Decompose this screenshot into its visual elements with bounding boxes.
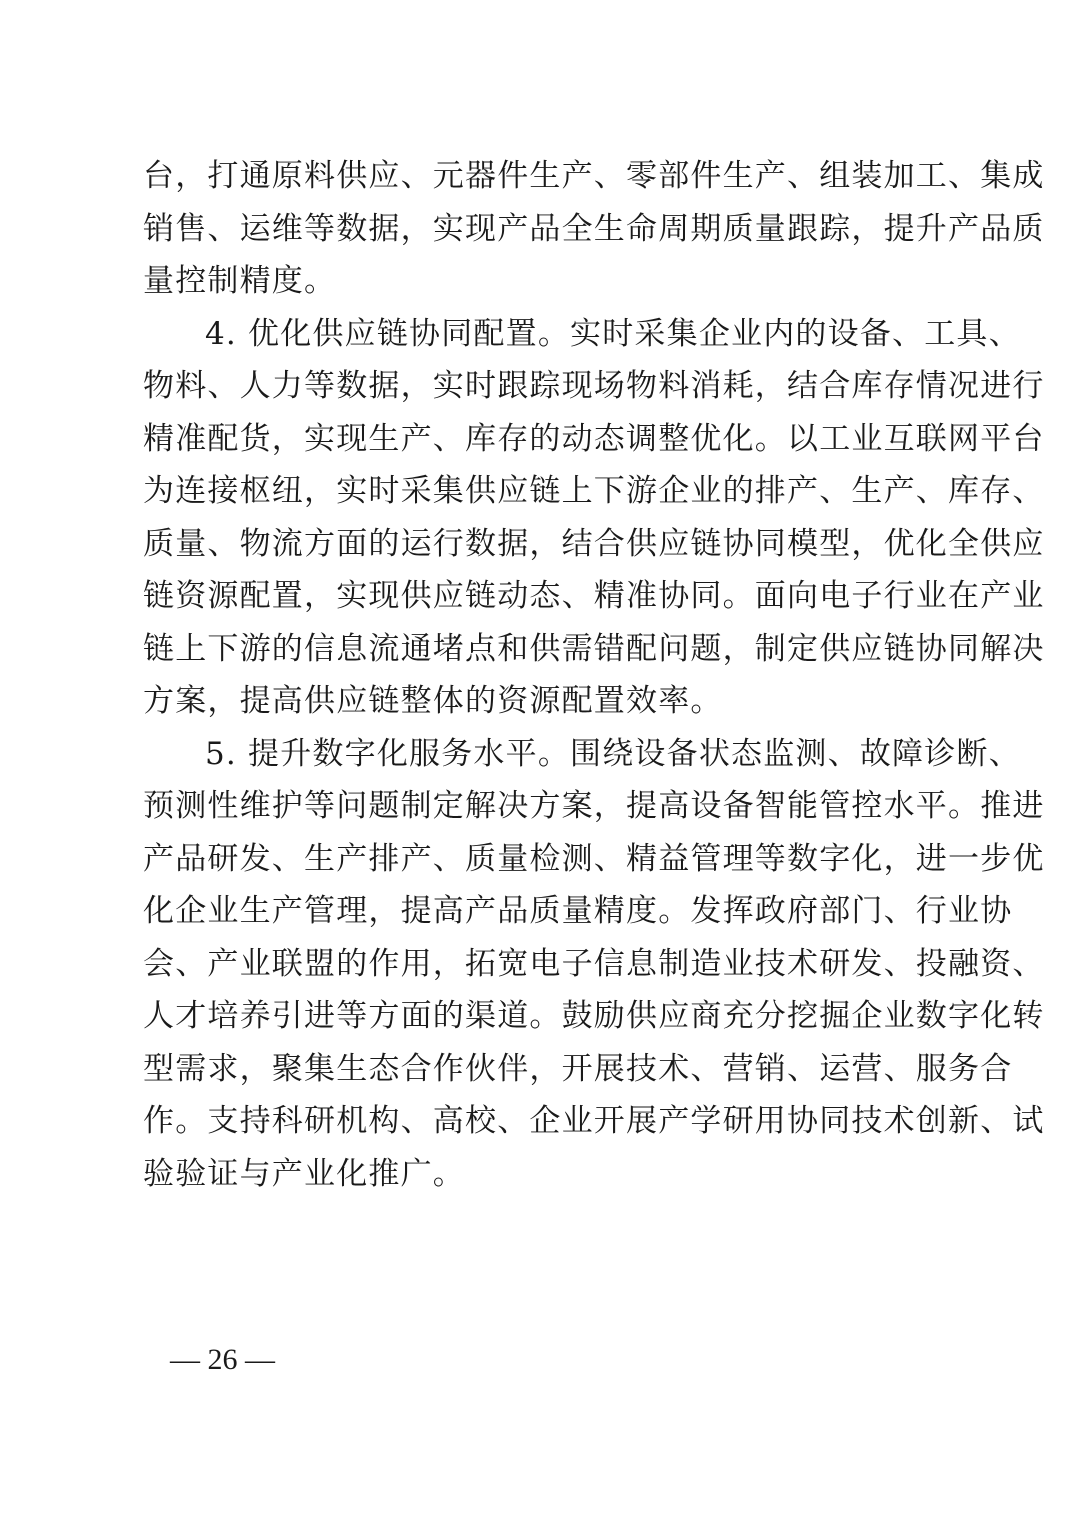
text-line: 化企业生产管理，提高产品质量精度。发挥政府部门、行业协 [143, 893, 1013, 929]
text-line: 方案，提高供应链整体的资源配置效率。 [143, 683, 723, 719]
paragraph-supply-chain [143, 308, 1045, 728]
text-line: 量控制精度。 [143, 263, 337, 299]
paragraph-digital-service [143, 728, 1045, 1201]
text-line: 链资源配置，实现供应链动态、精准协同。面向电子行业在产业 [143, 578, 1045, 614]
text-line: 质量、物流方面的运行数据，结合供应链协同模型，优化全供应 [143, 525, 1045, 562]
text-line: 销售、运维等数据，实现产品全生命周期质量跟踪，提升产品质 [143, 210, 1045, 247]
text-line: 物料、人力等数据，实时跟踪现场物料消耗，结合库存情况进行 [143, 368, 1045, 404]
text-line: 精准配货，实现生产、库存的动态调整优化。以工业互联网平台 [143, 420, 1045, 457]
text-line: 4. 优化供应链协同配置。实时采集企业内的设备、工具、 [205, 315, 1021, 352]
text-line: 人才培养引进等方面的渠道。鼓励供应商充分挖掘企业数字化转 [143, 998, 1045, 1034]
text-line: 链上下游的信息流通堵点和供需错配问题，制定供应链协同解决 [143, 630, 1045, 667]
text-line: 5. 提升数字化服务水平。围绕设备状态监测、故障诊断、 [205, 735, 1021, 772]
document-body [143, 150, 1045, 1200]
paragraph-continuation [143, 150, 1045, 308]
text-line: 产品研发、生产排产、质量检测、精益管理等数字化，进一步优 [143, 840, 1045, 877]
text-line: 型需求，聚集生态合作伙伴，开展技术、营销、运营、服务合 [143, 1050, 1013, 1087]
page-number: — 26 — [170, 1343, 275, 1376]
text-line: 台，打通原料供应、元器件生产、零部件生产、组装加工、集成 [143, 158, 1045, 194]
text-line: 验验证与产业化推广。 [143, 1155, 465, 1192]
text-line: 预测性维护等问题制定解决方案，提高设备智能管控水平。推进 [143, 788, 1045, 824]
text-line: 会、产业联盟的作用，拓宽电子信息制造业技术研发、投融资、 [143, 945, 1045, 982]
text-line: 为连接枢纽，实时采集供应链上下游企业的排产、生产、库存、 [143, 473, 1045, 509]
text-line: 作。支持科研机构、高校、企业开展产学研用协同技术创新、试 [143, 1103, 1045, 1139]
